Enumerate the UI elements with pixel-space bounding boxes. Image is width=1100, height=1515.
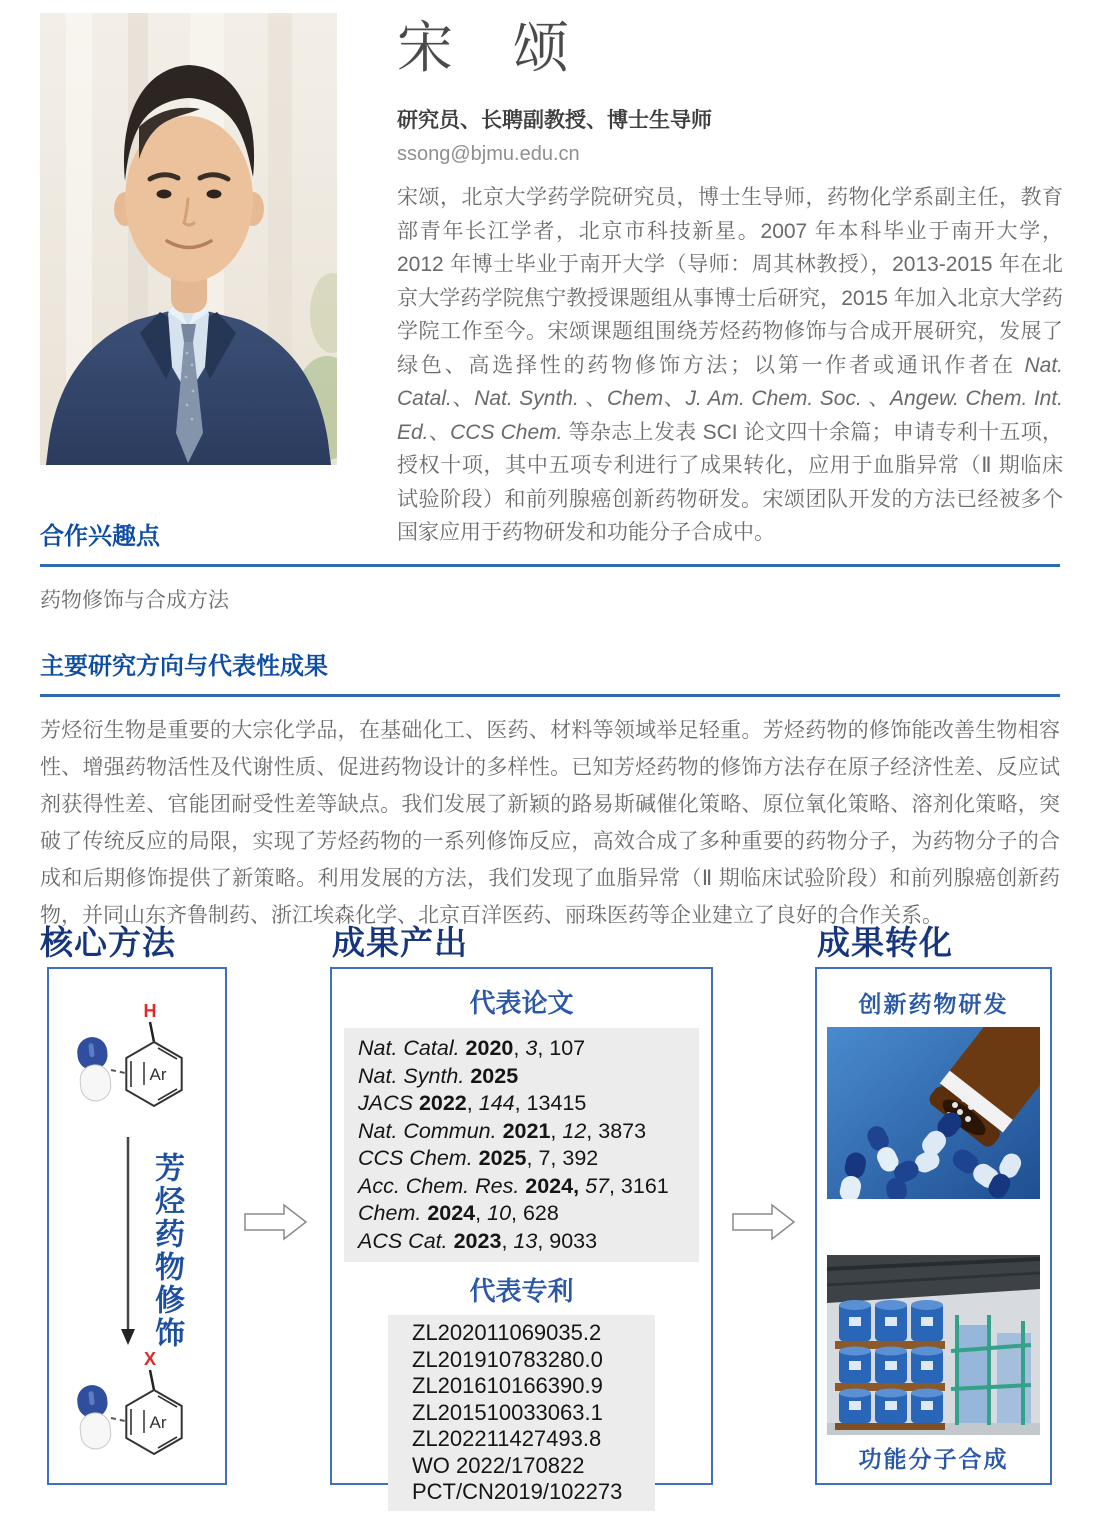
bio-paragraph: 宋颂，北京大学药学院研究员，博士生导师，药物化学系副主任，教育部青年长江学者，北京市科技新星。2007 年本科毕业于南开大学，2012 年博士毕业于南开大学（导师：周其林教授），2013-2015 年在北京大学药学院焦宁教授课题组从事博士后研究，2015 年加入北京大学药学院工作至今。宋颂课题组围绕芳烃药物修饰与合成开展研究，发展了绿色、高选择性的药物修饰方法；以第一作者或通讯作者在 Nat. Catal.、Nat. Synth. 、Chem、J. Am. Chem. Soc. 、Angew. Chem. Int. Ed.、CCS Chem. 等杂志上发表 SCI 论文四十余篇；申请专利十五项，授权十项，其中五项专利进行了成果转化，应用于血脂异常（Ⅱ 期临床试验阶段）和前列腺癌创新药物研发。宋颂团队开发的方法已经被多个国家应用于药物研发和功能分子合成中。 xyxy=(397,186,1064,545)
figure-header-method: 核心方法 xyxy=(40,924,176,961)
publication-row: Nat. Commun. 2021, 12, 3873 xyxy=(358,1118,647,1143)
publication-row: Nat. Synth. 2025 xyxy=(358,1063,519,1088)
blue-drums-warehouse-image xyxy=(827,1255,1040,1435)
publication-row: ACS Cat. 2023, 13, 9033 xyxy=(358,1228,598,1253)
section-research-body: 芳烃衍生物是重要的大宗化学品，在基础化工、医药、材料等领域举足轻重。芳烃药物的修饰能改善生物相容性、增强药物活性及代谢性质、促进药物设计的多样性。已知芳烃药物的修饰方法存在原子经济性差、反应试剂获得性差、官能团耐受性差等缺点。我们发展了新颖的路易斯碱催化策略、原位氧化策略、溶剂化策略，突破了传统反应的局限，实现了芳烃药物的一系列修饰反应，高效合成了多种重要的药物分子，为药物分子的合成和后期修饰提供了新策略。利用发展的方法，我们发现了血脂异常（Ⅱ 期临床试验阶段）和前列腺癌创新药物，并同山东齐鲁制药、浙江埃森化学、北京百洋医药、丽珠医药等企业建立了良好的合作关系。 xyxy=(40,719,1060,927)
drum-stacks xyxy=(835,1300,945,1430)
section-interest-body: 药物修饰与合成方法 xyxy=(40,589,229,612)
transform-bottom-caption: 功能分子合成 xyxy=(858,1447,1009,1472)
publication-row: Nat. Catal. 2020, 3, 107 xyxy=(358,1036,586,1060)
papers-title: 代表论文 xyxy=(469,989,574,1018)
publications-panel xyxy=(344,1028,699,1262)
atom-x-label: X xyxy=(143,1349,157,1369)
section-interest-title: 合作兴趣点 xyxy=(40,523,160,550)
section-divider xyxy=(40,564,1060,567)
section-research xyxy=(40,646,1060,934)
section-interest xyxy=(40,516,1060,619)
portrait-illustration xyxy=(40,13,337,465)
publication-row: JACS 2022, 144, 13415 xyxy=(358,1091,587,1115)
capsule-icon xyxy=(76,1036,113,1103)
research-figure xyxy=(0,915,1100,1504)
section-research-title: 主要研究方向与代表性成果 xyxy=(40,653,328,680)
patent-row: PCT/CN2019/102273 xyxy=(412,1479,623,1504)
patents-panel xyxy=(388,1315,655,1511)
patent-row: ZL202211427493.8 xyxy=(412,1426,602,1451)
profile-photo xyxy=(40,13,337,465)
output-box xyxy=(330,967,713,1504)
drug-arene-x-molecule-icon xyxy=(61,1347,217,1465)
drug-arene-h-molecule-icon xyxy=(61,999,217,1117)
aryl-label: Ar xyxy=(149,1065,167,1084)
publication-row: Chem. 2024, 10, 628 xyxy=(358,1201,559,1225)
capsules-bottle-image xyxy=(827,1027,1040,1199)
patent-row: ZL201510033063.1 xyxy=(412,1399,603,1425)
publication-row: CCS Chem. 2025, 7, 392 xyxy=(358,1146,599,1170)
patents-title: 代表专利 xyxy=(469,1277,574,1306)
section-divider xyxy=(40,694,1060,697)
email-link[interactable]: ssong@bjmu.edu.cn xyxy=(397,143,580,166)
right-arrow-icon xyxy=(244,1203,308,1241)
down-arrow-icon xyxy=(115,1137,141,1347)
method-vertical-label: 芳烃药物修饰 xyxy=(150,1152,183,1350)
transform-box xyxy=(815,967,1052,1485)
patent-row: ZL201910783280.0 xyxy=(412,1346,603,1372)
patent-row: ZL201610166390.9 xyxy=(412,1373,603,1398)
patent-row: ZL202011069035.2 xyxy=(412,1320,602,1345)
person-title: 研究员、长聘副教授、博士生导师 xyxy=(397,109,712,133)
transform-top-caption: 创新药物研发 xyxy=(858,992,1009,1017)
capsule-icon xyxy=(76,1384,113,1451)
figure-header-output: 成果产出 xyxy=(332,924,468,961)
aryl-label: Ar xyxy=(149,1413,167,1432)
person-name: 宋 颂 xyxy=(397,16,571,79)
atom-h-label: H xyxy=(143,1001,157,1021)
publication-row: Acc. Chem. Res. 2024, 57, 3161 xyxy=(358,1173,669,1198)
patent-row: WO 2022/170822 xyxy=(412,1452,585,1478)
right-arrow-icon xyxy=(732,1203,796,1241)
figure-header-transform: 成果转化 xyxy=(817,924,953,961)
method-box xyxy=(47,967,227,1485)
